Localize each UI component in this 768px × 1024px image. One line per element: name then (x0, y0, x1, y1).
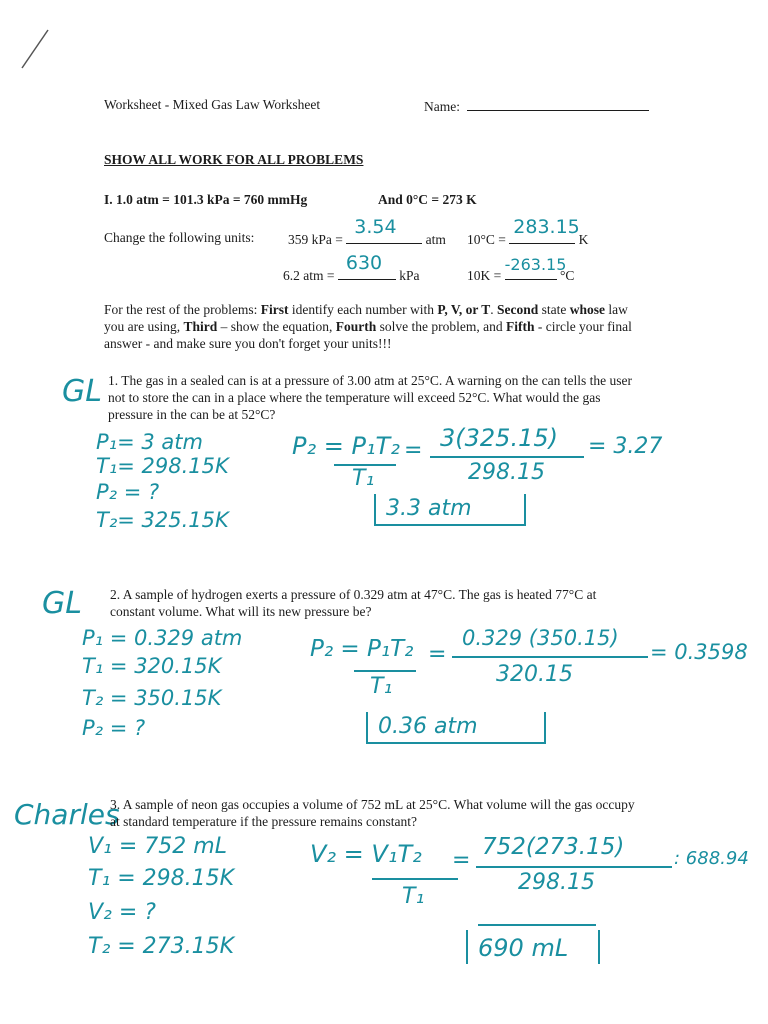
problem-2-equation-bar (354, 670, 416, 672)
problem-1-given-t1: T₁= 298.15K (96, 454, 229, 478)
q1-unit: atm (425, 232, 446, 247)
instr-bold-whose: whose (569, 302, 606, 317)
equivalence-text: 1.0 atm = 101.3 kPa = 760 mmHg (116, 192, 308, 207)
problem-3-law: Charles (14, 798, 120, 831)
q4-answer-blank[interactable] (504, 255, 567, 280)
conversion-q1 (288, 216, 446, 248)
problem-3-sub-num: 752(273.15) (482, 834, 625, 860)
problem-2-law: GL (42, 586, 82, 621)
problem-1-given-p1: P₁= 3 atm (96, 430, 203, 454)
problem-3-equation-den: T₁ (402, 884, 425, 909)
q2-unit: K (578, 232, 589, 247)
problem-3-result: : 688.94 (674, 848, 749, 869)
problem-3-given-t1: T₁ = 298.15K (88, 866, 235, 891)
zero-celsius-text: And 0°C = 273 K (378, 192, 477, 207)
instr-text-1: For the rest of the problems: (104, 302, 261, 317)
q2-answer-blank[interactable] (509, 216, 580, 244)
q4-unit: °C (560, 268, 575, 283)
name-blank[interactable] (467, 96, 649, 111)
problem-1-given-t2: T₂= 325.15K (96, 508, 229, 532)
q3-given: 6.2 atm = (283, 268, 335, 283)
name-field[interactable] (424, 96, 649, 115)
conversion-q3 (283, 252, 420, 284)
problem-2-given-p1: P₁ = 0.329 atm (82, 626, 243, 650)
q2-given: 10°C = (467, 232, 506, 247)
conversion-q2 (467, 216, 589, 248)
show-work-heading: SHOW ALL WORK FOR ALL PROBLEMS (104, 152, 364, 167)
problem-1-answer: 3.3 atm (386, 496, 472, 521)
q1-given: 359 kPa = (288, 232, 343, 247)
section-number: I. (104, 192, 113, 207)
instr-text-8: - circle your final answer - and make sure you don't forget your units!!! (104, 319, 632, 351)
worksheet-title: Worksheet - Mixed Gas Law Worksheet (104, 97, 321, 112)
problem-2-answer: 0.36 atm (378, 714, 478, 739)
problem-1-result: = 3.27 (588, 434, 663, 459)
instructions-paragraph (104, 301, 644, 352)
pen-mark-icon (18, 28, 52, 72)
instr-text-6: – show the equation, (217, 319, 336, 334)
problem-2-sub-num: 0.329 (350.15) (462, 626, 619, 650)
problem-2-equals: = (428, 642, 447, 667)
problem-3-answer: 690 mL (478, 934, 569, 962)
q4-given: 10K = (467, 268, 502, 283)
instr-bold-fifth: Fifth (505, 319, 535, 334)
q1-answer: 3.54 (354, 216, 397, 238)
problem-3-answer-topline (478, 924, 596, 926)
problem-2-equation-lhs: P₂ = P₁T₂ (310, 636, 414, 662)
problem-3-given-v2: V₂ = ? (88, 900, 156, 925)
problem-2-equation-den: T₁ (370, 674, 393, 699)
instr-text-7: solve the problem, and (376, 319, 506, 334)
problem-2-result: = 0.3598 (650, 640, 748, 664)
problem-2-given-t2: T₂ = 350.15K (82, 686, 222, 710)
instr-text-2: identify each number with (288, 302, 438, 317)
q3-answer-blank[interactable] (338, 252, 396, 280)
problem-3-given-t2: T₂ = 273.15K (88, 934, 235, 959)
problem-2-given-t1: T₁ = 320.15K (82, 654, 222, 678)
problem-1-given-p2: P₂ = ? (96, 480, 160, 504)
problem-1-equation-lhs: P₂ = P₁T₂ (292, 432, 400, 460)
problem-1-equation-den: T₁ (352, 466, 375, 491)
problem-2-text: 2. A sample of hydrogen exerts a pressure of 0.329 atm at 47°C. The gas is heated 77°C at constant volume. What will its new pressure be? (110, 587, 597, 619)
problem-3-equation-lhs: V₂ = V₁T₂ (310, 840, 422, 868)
q2-answer: 283.15 (513, 216, 580, 238)
problem-2-sub-den: 320.15 (496, 662, 573, 687)
conversion-equivalence (104, 191, 307, 208)
instr-bold-third: Third (183, 319, 218, 334)
q1-answer-blank[interactable] (346, 216, 422, 244)
problem-3-sub-bar (476, 866, 672, 868)
conversion-q4 (467, 255, 575, 284)
instr-bold-first: First (260, 302, 289, 317)
q3-unit: kPa (399, 268, 420, 283)
problem-1-sub-num: 3(325.15) (440, 424, 558, 452)
problem-3-equation-bar (372, 878, 458, 880)
instr-text-5: law you are using, (104, 302, 628, 334)
change-units-label: Change the following units: (104, 230, 255, 245)
instr-bold-pvt: P, V, or T (437, 302, 491, 317)
instr-bold-second: Second (496, 302, 539, 317)
problem-2-given-p2: P₂ = ? (82, 716, 146, 740)
problem-3-equals: = (452, 848, 471, 873)
instr-bold-fourth: Fourth (335, 319, 377, 334)
problem-1-text: 1. The gas in a sealed can is at a pressure of 3.00 atm at 25°C. A warning on the can tells the user not to store the can in a place where the temperature will exceed 52°C. What would the gas pressure in the can be at 52°C? (108, 373, 633, 422)
problem-3-given-v1: V₁ = 752 mL (88, 834, 227, 859)
problem-1-sub-den: 298.15 (468, 460, 545, 485)
problem-2-sub-bar (452, 656, 648, 658)
problem-1-equals: = (404, 438, 423, 463)
problem-1-sub-bar (430, 456, 584, 458)
problem-3-sub-den: 298.15 (518, 870, 595, 895)
problem-1-law: GL (62, 374, 102, 409)
q4-answer: -263.15 (504, 255, 567, 274)
instr-text-4: state (538, 302, 570, 317)
problem-3-text: 3. A sample of neon gas occupies a volume of 752 mL at 25°C. What volume will the gas occupy at standard temperature if the pressure remains constant? (110, 797, 635, 829)
q3-answer: 630 (345, 252, 383, 274)
name-label: Name: (424, 99, 460, 114)
instr-text-3: . (490, 302, 497, 317)
